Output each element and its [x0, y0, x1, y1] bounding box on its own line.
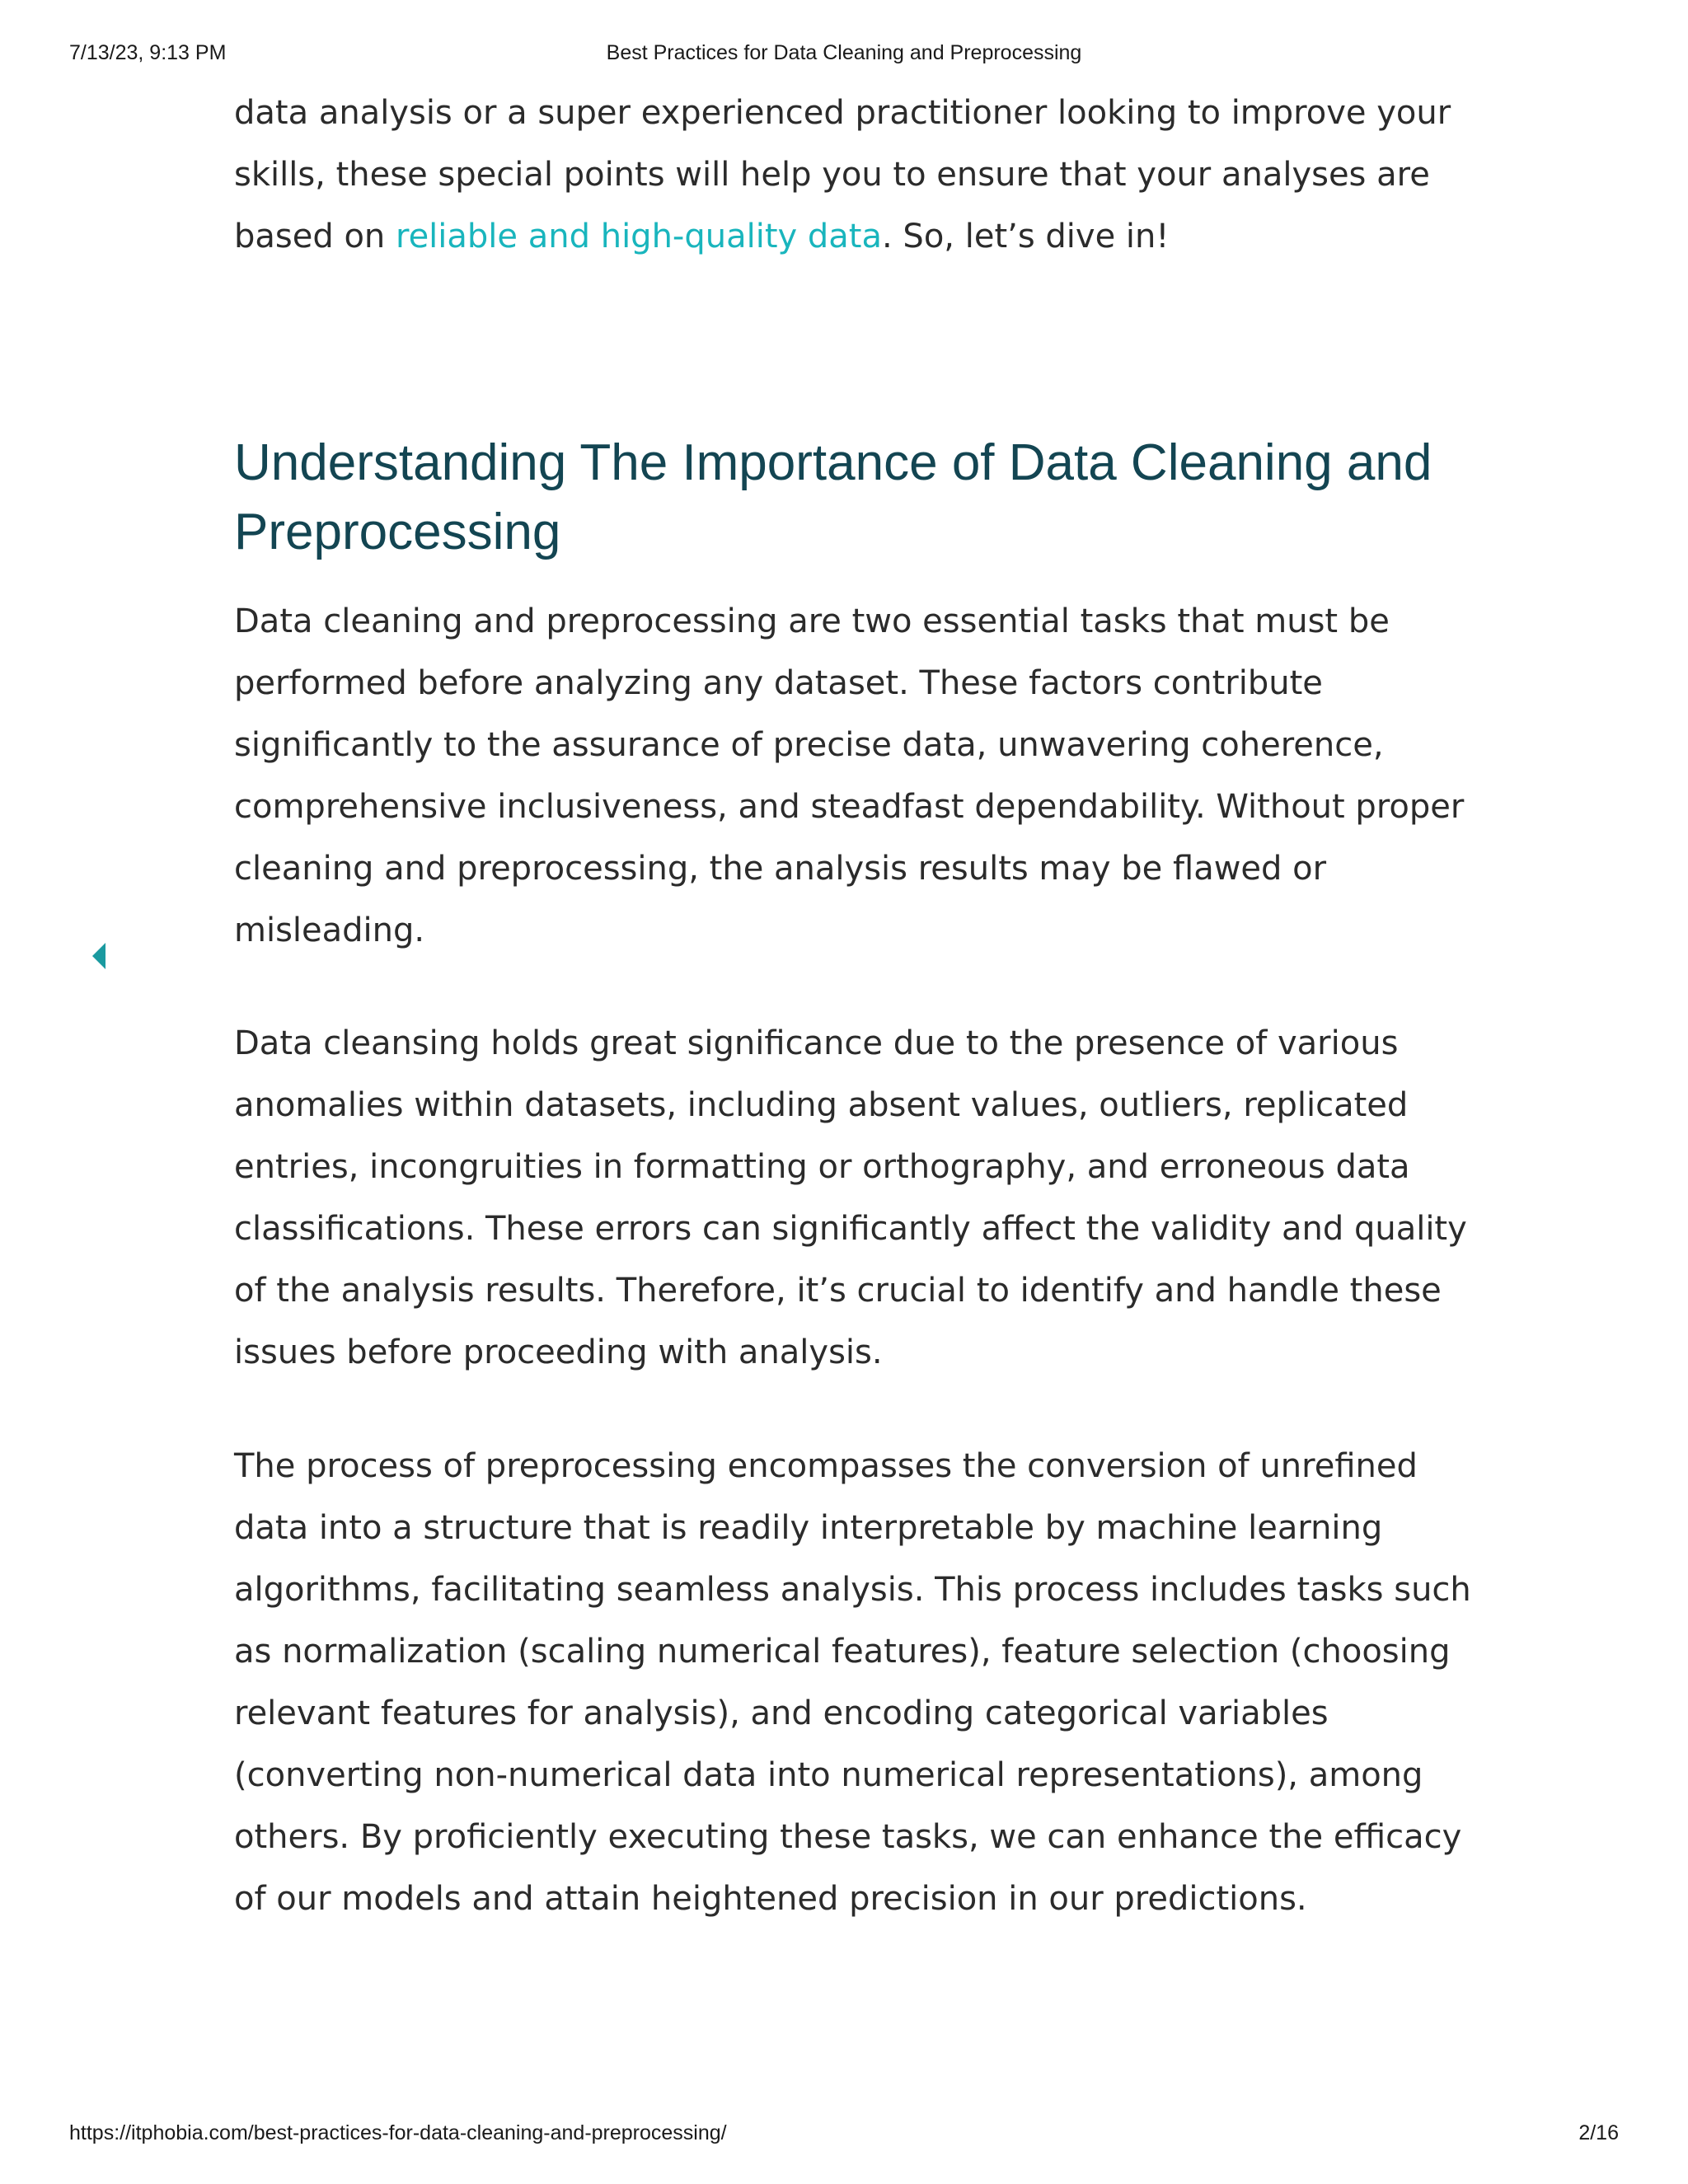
- intro-text-end: . So, let’s dive in!: [882, 218, 1170, 255]
- section-heading: Understanding The Importance of Data Cleaning and Preprocessing: [234, 434, 1432, 560]
- print-footer: [0, 2121, 1688, 2148]
- intro-text: data analysis or a super experienced practitioner looking to improve your skills, these special points will help you to ensure that your analyses are based on: [234, 94, 1451, 255]
- body-paragraph-3: [234, 1436, 1479, 1930]
- print-datetime: 7/13/23, 9:13 PM: [69, 41, 227, 64]
- print-page-number: 2/16: [1578, 2121, 1619, 2144]
- intro-paragraph: [234, 82, 1479, 268]
- body-paragraph-2: [234, 1013, 1479, 1384]
- paragraph-text: The process of preprocessing encompasses the conversion of unrefined data into a structure that is readily interpretable by machine learning algorithms, facilitating seamless analysis. This process includes tasks such as normalization (scaling numerical features), feature selection (choosing relevant features for analysis), and encoding categorical variables (converting non-numerical data into numerical representations), among others. By proficiently executing these tasks, we can enhance the efficacy of our models and attain heightened precision in our predictions.: [234, 1447, 1471, 1918]
- paragraph-text: Data cleansing holds great significance due to the presence of various anomalies within datasets, including absent values, outliers, replicated entries, incongruities in formatting or orthography, and erroneous data classifications. These errors can significantly affect the validity and quality of the analysis results. Therefore, it’s crucial to identify and handle these issues before proceeding with analysis.: [234, 1024, 1467, 1371]
- body-paragraph-1: [234, 591, 1479, 962]
- previous-arrow-button[interactable]: [89, 940, 109, 972]
- print-header: [0, 41, 1688, 68]
- reliable-data-link[interactable]: reliable and high-quality data: [396, 218, 882, 255]
- article-intro: [234, 82, 1479, 268]
- section-heading-wrap: [234, 429, 1503, 567]
- print-url: https://itphobia.com/best-practices-for-data-cleaning-and-preprocessing/: [69, 2121, 727, 2144]
- triangle-left-icon: [89, 940, 109, 972]
- print-page-title: Best Practices for Data Cleaning and Preprocessing: [606, 41, 1082, 64]
- paragraph-text: Data cleaning and preprocessing are two essential tasks that must be performed before analyzing any dataset. These factors contribute significantly to the assurance of precise data, unwavering coherence, comprehensive inclusiveness, and steadfast dependability. Without proper cleaning and preprocessing, the analysis results may be flawed or misleading.: [234, 602, 1465, 949]
